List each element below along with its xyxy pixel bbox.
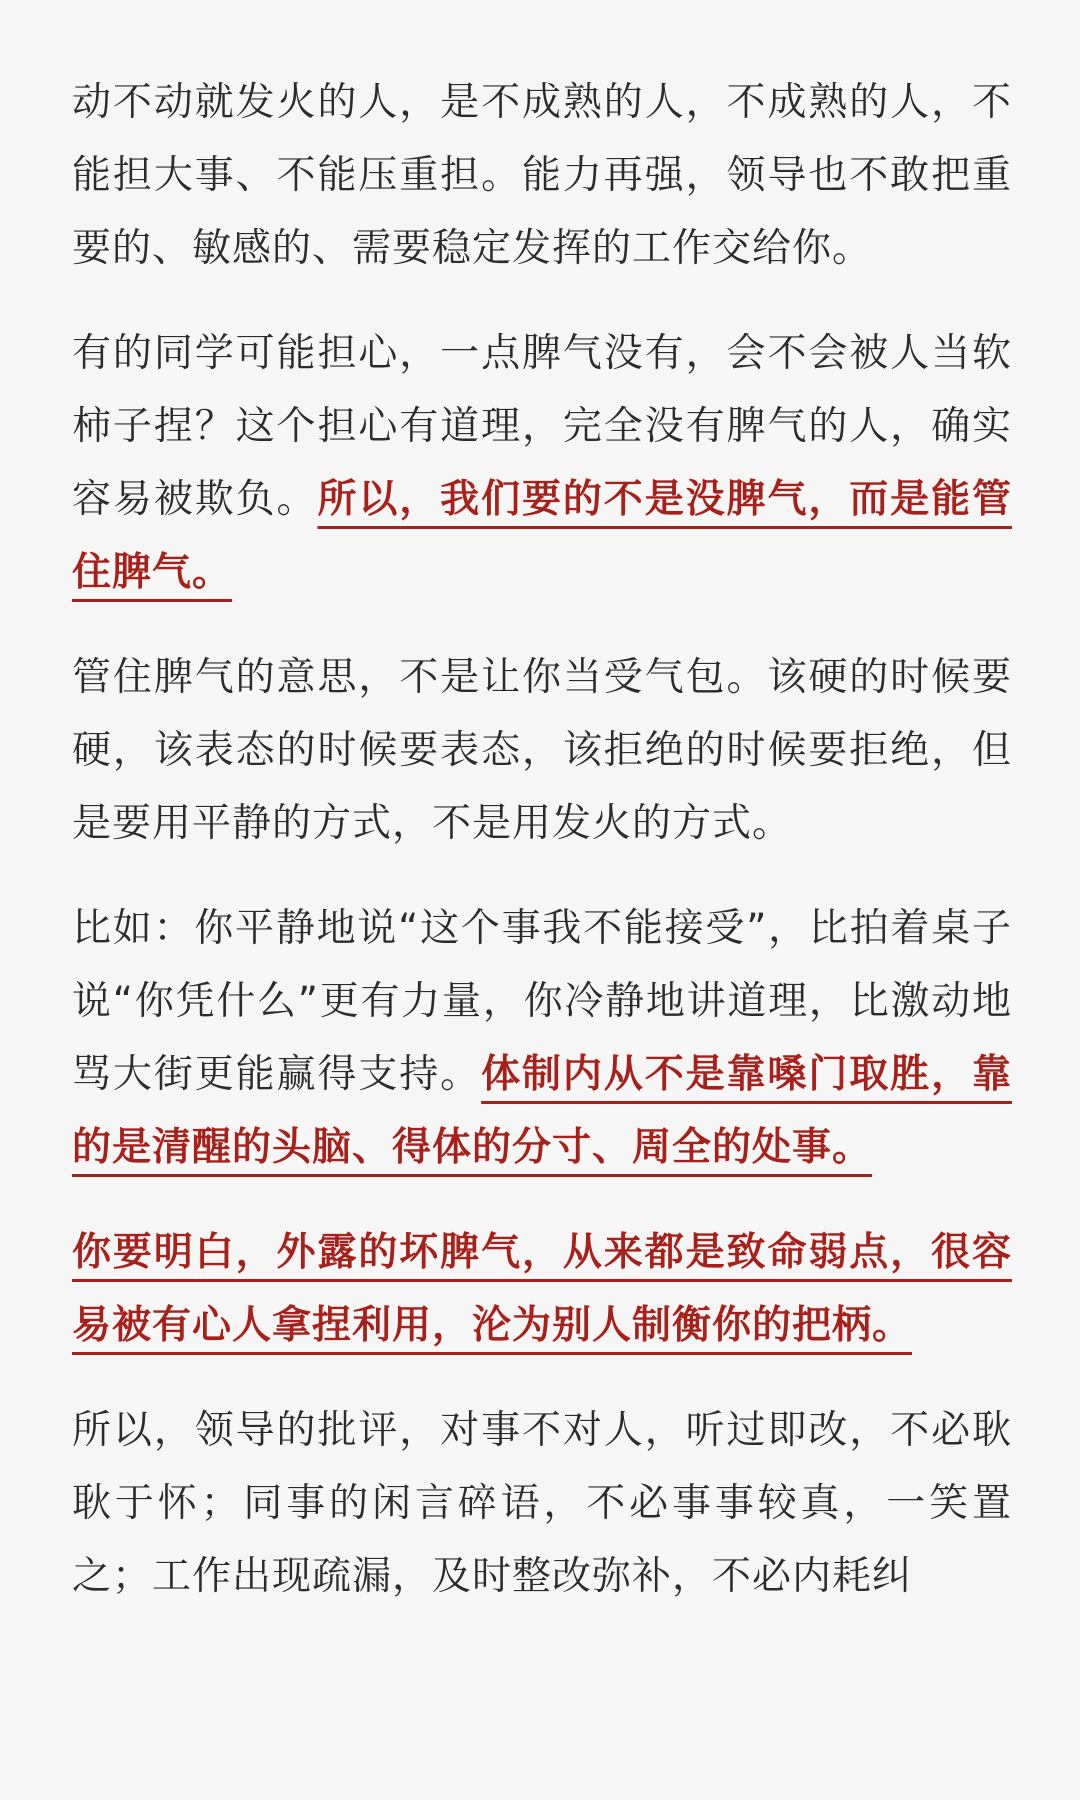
paragraph-6-text: 所以，领导的批评，对事不对人，听过即改，不必耿耿于怀；同事的闲言碎语，不必事事较真，一笑置之；工作出现疏漏，及时整改弥补，不必内耗纠 [72, 1408, 1012, 1599]
paragraph-2-highlight: 所以，我们要的不是没脾气，而是能管住脾气。 [72, 477, 1012, 595]
paragraph-3 [72, 641, 1012, 860]
paragraph-1-text: 动不动就发火的人，是不成熟的人，不成熟的人，不能担大事、不能压重担。能力再强，领导也不敢把重要的、敏感的、需要稳定发挥的工作交给你。 [72, 80, 1012, 271]
paragraph-6 [72, 1394, 1012, 1613]
paragraph-3-text: 管住脾气的意思，不是让你当受气包。该硬的时候要硬，该表态的时候要表态，该拒绝的时候要拒绝，但是要用平静的方式，不是用发火的方式。 [72, 655, 1012, 846]
paragraph-5 [72, 1216, 1012, 1362]
paragraph-4-text: 比如：你平静地说“这个事我不能接受”，比拍着桌子说“你凭什么”更有力量，你冷静地讲道理，比激动地骂大街更能赢得支持。 [72, 906, 1012, 1097]
paragraph-2 [72, 317, 1012, 609]
paragraph-4 [72, 892, 1012, 1184]
paragraph-5-highlight: 你要明白，外露的坏脾气，从来都是致命弱点，很容易被有心人拿捏利用，沦为别人制衡你的把柄。 [72, 1230, 1012, 1348]
article-body [72, 66, 1012, 1645]
paragraph-2-text: 有的同学可能担心，一点脾气没有，会不会被人当软柿子捏？这个担心有道理，完全没有脾气的人，确实容易被欺负。 [72, 331, 1012, 522]
paragraph-4-highlight: 体制内从不是靠嗓门取胜，靠的是清醒的头脑、得体的分寸、周全的处事。 [72, 1052, 1012, 1170]
paragraph-1 [72, 66, 1012, 285]
